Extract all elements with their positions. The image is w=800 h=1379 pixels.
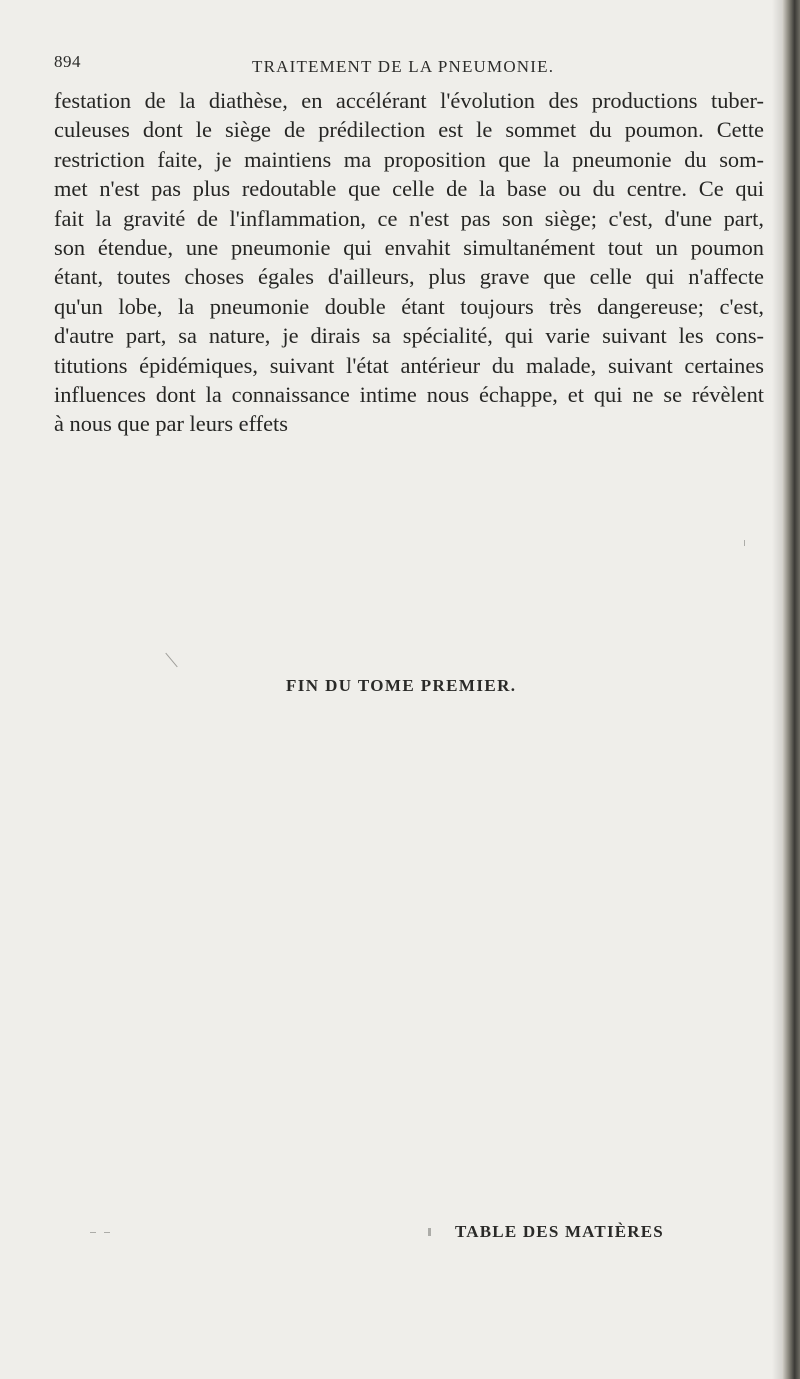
text-line: restriction faite, je maintiens ma proposition que la pneumonie du som- — [54, 146, 764, 172]
stray-mark — [428, 1228, 431, 1236]
stray-mark — [104, 1232, 110, 1233]
text-line: festation de la diathèse, en accélérant l'évolution des productions tuber- — [54, 88, 764, 113]
text-line: d'autre part, sa nature, je dirais sa spécialité, qui varie suivant les cons- — [54, 323, 764, 349]
text-line: étant, toutes choses égales d'ailleurs, plus grave que celle qui n'affecte — [54, 264, 764, 290]
next-section-heading: TABLE DES MATIÈRES — [455, 1222, 664, 1241]
stray-mark — [90, 1232, 96, 1233]
page-gutter-shadow — [772, 0, 782, 1379]
text-line: titutions épidémiques, suivant l'état antérieur du malade, suivant certaines — [54, 352, 764, 378]
text-line: fait la gravité de l'inflammation, ce n'est pas son siège; c'est, d'une part, — [54, 205, 764, 231]
running-head: TRAITEMENT DE LA PNEUMONIE. — [252, 57, 555, 76]
text-line: influences dont la connaissance intime nous échappe, et qui ne se révèlent — [54, 382, 764, 408]
page-number: 894 — [54, 52, 81, 71]
end-of-volume-note: FIN DU TOME PREMIER. — [286, 676, 517, 695]
text-line: qu'un lobe, la pneumonie double étant toujours très dangereuse; c'est, — [54, 293, 764, 319]
text-line: culeuses dont le siège de prédilection est le sommet du poumon. Cette — [54, 117, 764, 143]
text-line: son étendue, une pneumonie qui envahit simultanément tout un poumon — [54, 235, 764, 261]
text-line: à nous que par leurs effets — [54, 411, 288, 437]
stray-mark — [165, 653, 177, 667]
page-right-edge — [782, 0, 800, 1379]
body-paragraph — [54, 86, 764, 439]
stray-mark — [744, 540, 745, 546]
text-line: met n'est pas plus redoutable que celle de la base ou du centre. Ce qui — [54, 176, 764, 202]
